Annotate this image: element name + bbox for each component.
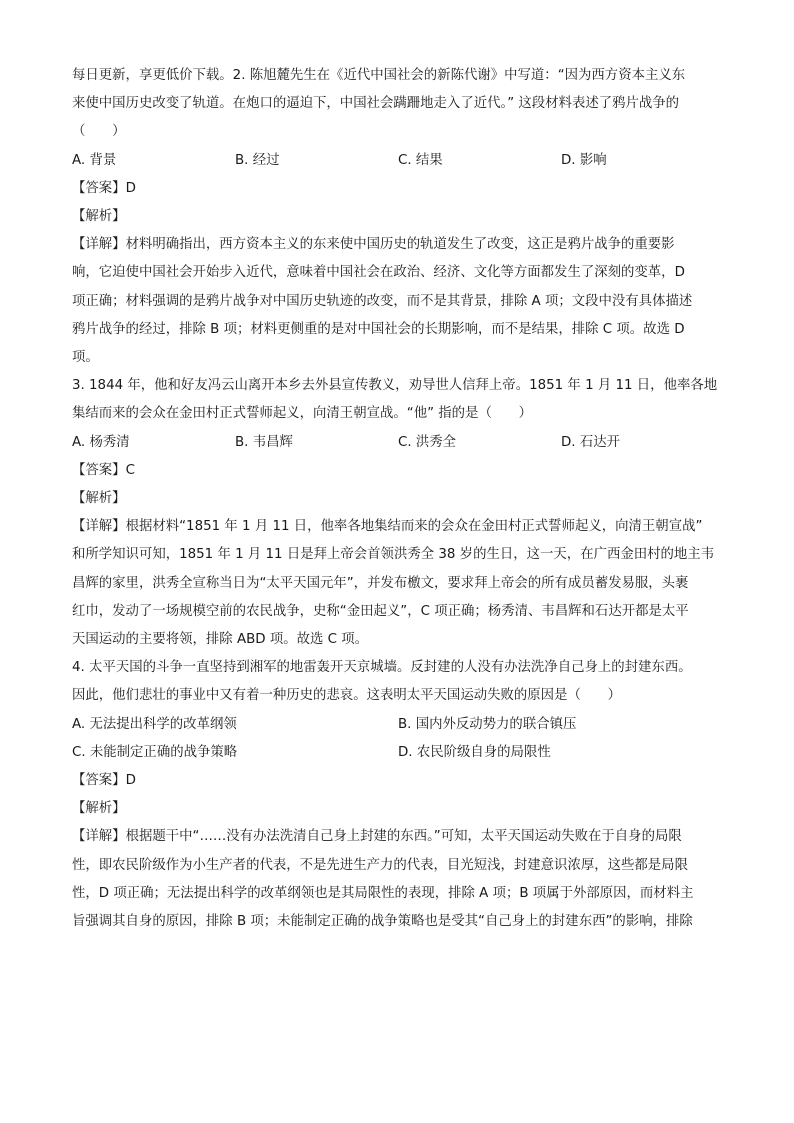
- answer-value: D: [125, 180, 136, 196]
- answer-value: C: [125, 462, 135, 478]
- question-3-detail-line-5: 天国运动的主要将领，排除 ABD 项。故选 C 项。: [72, 632, 369, 648]
- question-4-stem-line-1: 4. 太平天国的斗争一直坚持到湘军的地雷轰开天京城墙。反封建的人没有办法洗净自己身上的封建东西。: [72, 660, 692, 676]
- detail-label: 【详解】: [72, 519, 126, 535]
- question-3-option-c: C. 洪秀全: [398, 434, 457, 450]
- question-4: [72, 654, 724, 936]
- question-4-analysis-label: 【解析】: [72, 801, 126, 817]
- answer-value: D: [125, 773, 136, 789]
- question-3-detail-line-3: 昌辉的家里，洪秀全宣称当日为“太平天国元年”，并发布檄文，要求拜上帝会的所有成员蓄发易服，头裹: [72, 575, 689, 591]
- detail-label: 【详解】: [72, 237, 126, 253]
- question-4-option-a: A. 无法提出科学的改革纲领: [72, 716, 237, 732]
- question-3-stem-line-2: 集结而来的会众在金田村正式誓师起义，向清王朝宣战。“他” 指的是（ ）: [72, 406, 533, 422]
- question-2-answer: [72, 175, 724, 203]
- question-2-detail-line-3: 项正确；材料强调的是鸦片战争对中国历史轨迹的改变，而不是其背景，排除 A 项；文段中没有具体描述: [72, 293, 693, 309]
- question-2-stem-line-2: 来使中国历史改变了轨道。在炮口的逼迫下，中国社会蹒跚地走入了近代。” 这段材料表述了鸦片战争的: [72, 96, 680, 112]
- document-page: [72, 62, 724, 936]
- answer-label: 【答案】: [72, 773, 126, 789]
- question-4-detail-line-4: 旨强调其自身的原因，排除 B 项；未能制定正确的战争策略也是受其“自己身上的封建东西”的影响，排除: [72, 914, 693, 930]
- question-4-options: [72, 711, 724, 767]
- question-4-answer: [72, 767, 724, 795]
- question-2-detail-line-2: 响，它迫使中国社会开始步入近代，意味着中国社会在政治、经济、文化等方面都发生了深刻的变革，D: [72, 265, 685, 281]
- question-3-detail-line-2: 和所学知识可知，1851 年 1 月 11 日是拜上帝会首领洪秀全 38 岁的生日，这一天，在广西金田村的地主韦: [72, 547, 715, 563]
- question-3-detail-line-4: 红巾，发动了一场规模空前的农民战争，史称“金田起义”，C 项正确；杨秀清、韦昌辉和石达开都是太平: [72, 603, 689, 619]
- question-3-options: [72, 429, 724, 457]
- question-2-option-b: B. 经过: [235, 152, 280, 168]
- question-4-option-c: C. 未能制定正确的战争策略: [72, 744, 238, 760]
- question-2-stem-line-3: （ ）: [72, 124, 126, 140]
- detail-label: 【详解】: [72, 829, 126, 845]
- question-2-options: [72, 147, 724, 175]
- detail-text: 根据题干中“……没有办法洗清自己身上封建的东西。”可知，太平天国运动失败在于自身的局限: [125, 829, 682, 845]
- question-4-detail-line-1: [72, 823, 724, 851]
- question-2-option-c: C. 结果: [398, 152, 443, 168]
- question-3-detail-line-1: [72, 513, 724, 541]
- detail-text: 根据材料“1851 年 1 月 11 日，他率各地集结而来的会众在金田村正式誓师起义，向清王朝宣战”: [125, 519, 703, 535]
- question-2-option-d: D. 影响: [561, 152, 607, 168]
- question-3-analysis-label: 【解析】: [72, 491, 126, 507]
- question-3-option-a: A. 杨秀清: [72, 434, 130, 450]
- question-3-stem-line-1: 3. 1844 年，他和好友冯云山离开本乡去外县宣传教义，劝导世人信拜上帝。1851 年 1 月 11 日，他率各地: [72, 378, 718, 394]
- question-2-analysis-label: 【解析】: [72, 209, 126, 225]
- answer-label: 【答案】: [72, 462, 126, 478]
- question-2-detail-line-4: 鸦片战争的经过，排除 B 项；材料更侧重的是对中国社会的长期影响，而不是结果，排除 C 项。故选 D: [72, 321, 685, 337]
- detail-text: 材料明确指出，西方资本主义的东来使中国历史的轨道发生了改变，这正是鸦片战争的重要影: [125, 237, 675, 253]
- question-2-detail-line-5: 项。: [72, 350, 99, 366]
- question-3-option-b: B. 韦昌辉: [235, 434, 293, 450]
- question-2-detail-line-1: [72, 231, 724, 259]
- question-3: [72, 372, 724, 654]
- question-4-stem-line-2: 因此，他们悲壮的事业中又有着一种历史的悲哀。这表明太平天国运动失败的原因是（ ）: [72, 688, 622, 704]
- answer-label: 【答案】: [72, 180, 126, 196]
- question-2: [72, 62, 724, 372]
- question-3-answer: [72, 457, 724, 485]
- question-2-option-a: A. 背景: [72, 152, 117, 168]
- question-4-option-d: D. 农民阶级自身的局限性: [398, 744, 551, 760]
- question-4-detail-line-2: 性，即农民阶级作为小生产者的代表，不是先进生产力的代表，目光短浅，封建意识浓厚，这些都是局限: [72, 857, 688, 873]
- question-3-option-d: D. 石达开: [561, 434, 620, 450]
- question-4-detail-line-3: 性，D 项正确；无法提出科学的改革纲领也是其局限性的表现，排除 A 项；B 项属于外部原因，而材料主: [72, 885, 694, 901]
- question-4-option-b: B. 国内外反动势力的联合镇压: [398, 716, 577, 732]
- question-2-stem-line-1: 每日更新，享更低价下载。2. 陈旭麓先生在《近代中国社会的新陈代谢》中写道：“因为西方资本主义东: [72, 68, 686, 83]
